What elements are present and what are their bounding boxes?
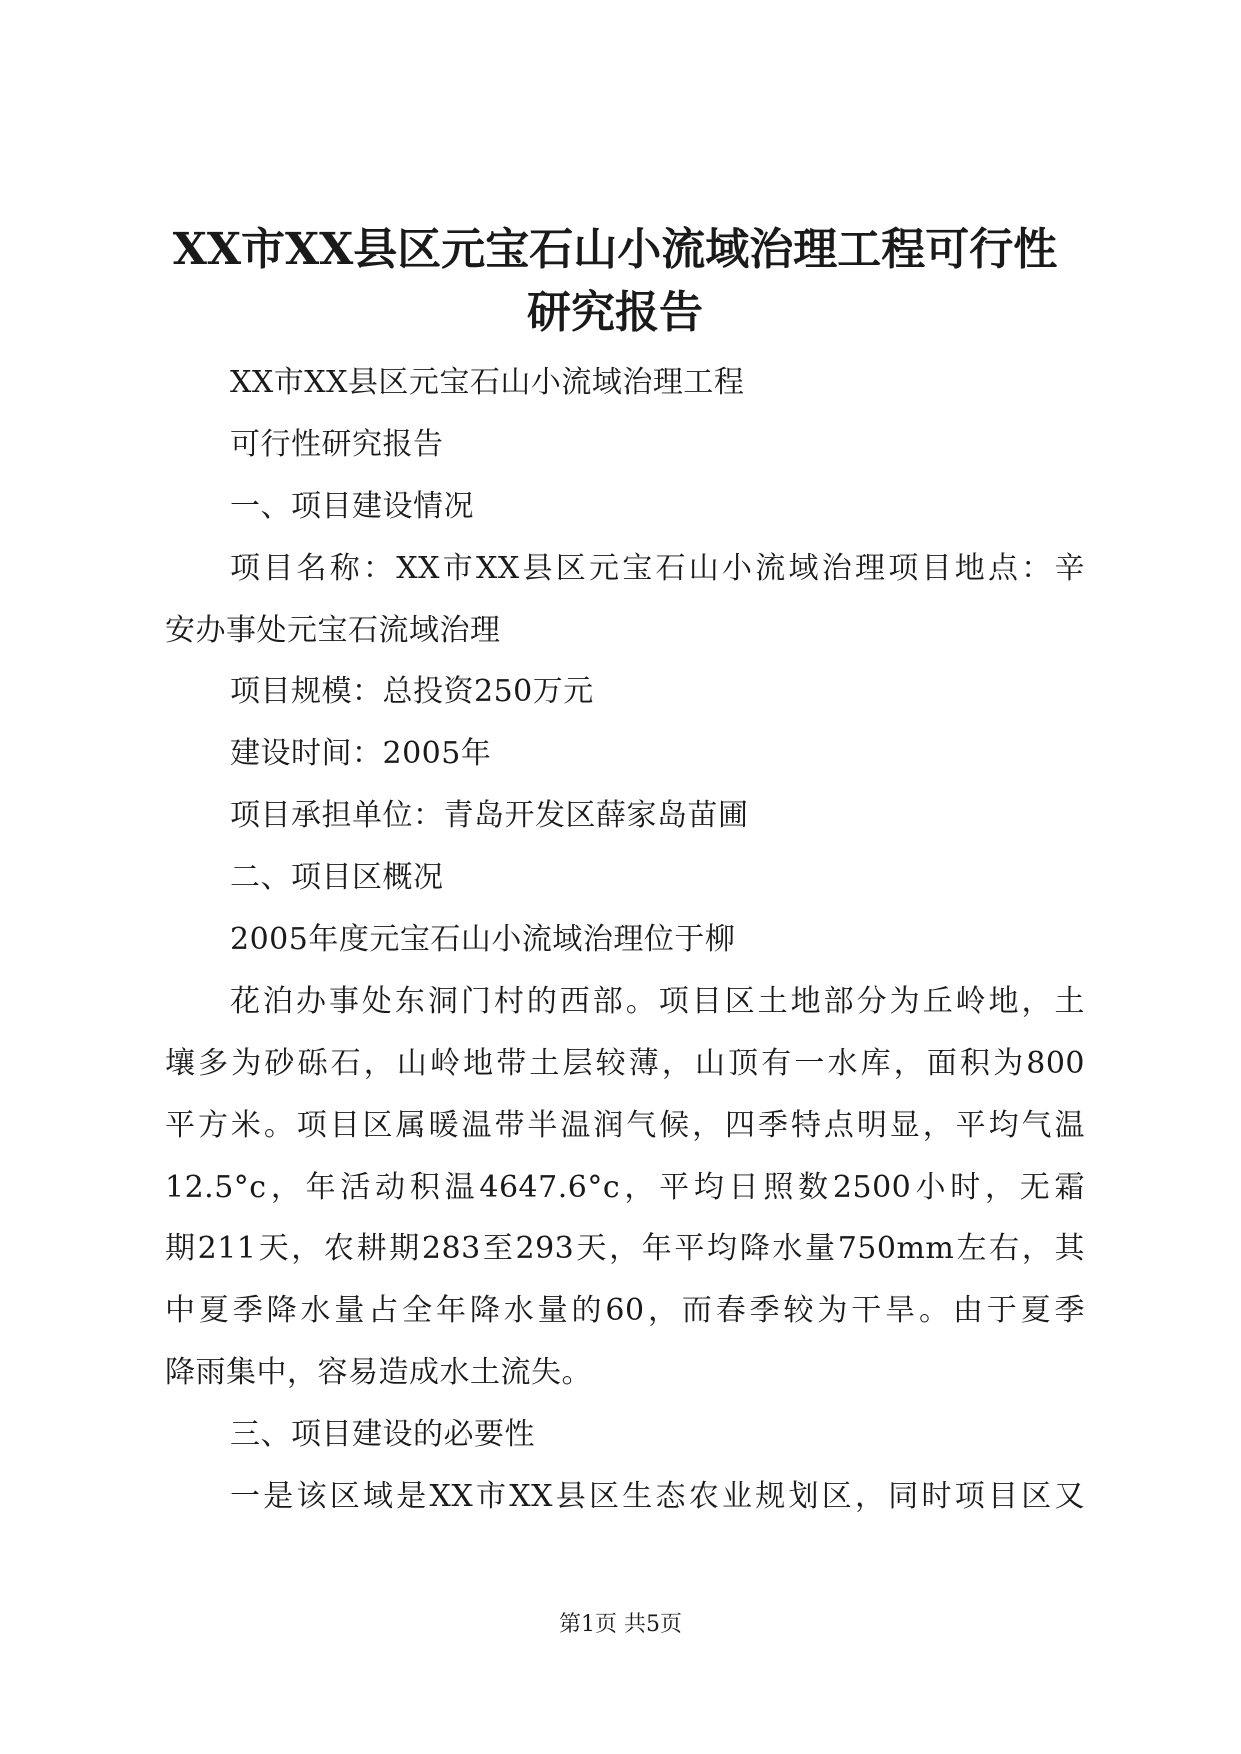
text-line: 项目规模：总投资250万元 — [230, 674, 594, 710]
text-line: 二、项目区概况 — [230, 860, 444, 896]
text-line: 建设时间：2005年 — [230, 736, 492, 772]
text-line: 一、项目建设情况 — [230, 488, 474, 524]
text-line: 降雨集中，容易造成水土流失。 — [165, 1355, 592, 1391]
text-line: 期211天，农耕期283至293天，年平均降水量750mm左右，其 — [165, 1231, 1085, 1267]
text-line: 一是该区域是XX市XX县区生态农业规划区，同时项目区又 — [230, 1479, 1085, 1515]
text-line: 2005年度元宝石山小流域治理位于柳 — [230, 922, 736, 958]
text-line: 项目名称：XX市XX县区元宝石山小流域治理项目地点：辛 — [230, 550, 1085, 586]
text-line: 花泊办事处东洞门村的西部。项目区土地部分为丘岭地，土 — [230, 983, 1085, 1019]
text-line: 可行性研究报告 — [230, 426, 444, 462]
document-title-line-1: XX市XX县区元宝石山小流域治理工程可行性 — [172, 224, 1058, 275]
document-body — [165, 352, 1085, 1528]
text-line: 12.5°c，年活动积温4647.6°c，平均日照数2500小时，无霜 — [165, 1169, 1085, 1205]
text-line: XX市XX县区元宝石山小流域治理工程 — [230, 365, 745, 400]
text-line: 平方米。项目区属暖温带半温润气候，四季特点明显，平均气温 — [165, 1107, 1085, 1143]
document-title-line-2: 研究报告 — [527, 287, 703, 338]
text-line: 项目承担单位：青岛开发区薛家岛苗圃 — [230, 798, 749, 834]
text-line: 壤多为砂砾石，山岭地带土层较薄，山顶有一水库，面积为800 — [165, 1045, 1085, 1081]
text-line: 安办事处元宝石流域治理 — [165, 612, 501, 648]
text-line: 三、项目建设的必要性 — [230, 1417, 535, 1453]
text-line: 中夏季降水量占全年降水量的60，而春季较为干旱。由于夏季 — [165, 1293, 1085, 1329]
page-footer: 第1页 共5页 — [559, 1612, 682, 1637]
